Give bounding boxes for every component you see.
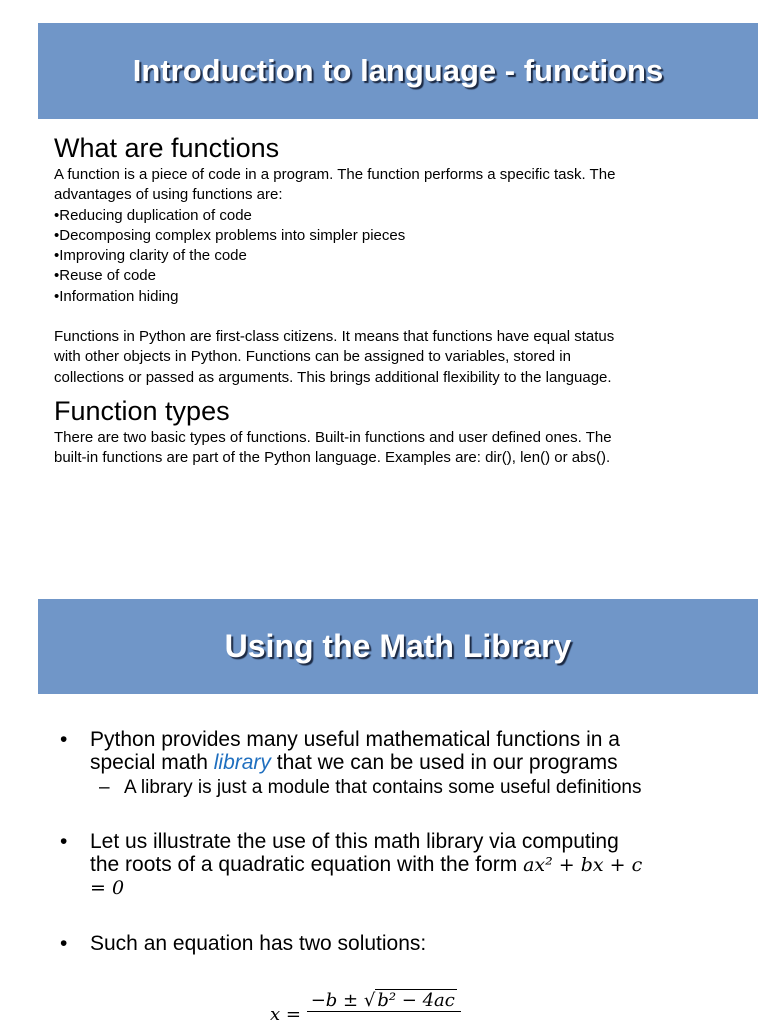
advantage-item: •Information hiding xyxy=(54,287,179,305)
formula-lhs: x = xyxy=(270,1004,301,1025)
slide1-title: Introduction to language - functions xyxy=(132,53,664,88)
bullet-two-solutions xyxy=(0,932,768,955)
slide1-content xyxy=(54,131,744,469)
text-segment: special math xyxy=(90,751,214,774)
bullet-text-line xyxy=(90,853,728,877)
library-term: library xyxy=(213,751,271,774)
slide2-content xyxy=(0,728,768,955)
advantage-item: •Reuse of code xyxy=(54,267,156,285)
bullet-text-line: Python provides many useful mathematical functions in a xyxy=(90,728,620,751)
formula-numerator-prefix: −b ± xyxy=(310,990,364,1011)
bullet-marker: • xyxy=(60,830,68,853)
bullet-text-line xyxy=(90,751,728,774)
bullet-math-functions xyxy=(0,728,768,774)
formula-radicand: b² − 4ac xyxy=(377,990,455,1011)
sub-bullet-marker: – xyxy=(99,777,110,798)
slide2-title-banner xyxy=(38,599,758,694)
advantage-item: •Reducing duplication of code xyxy=(54,206,252,224)
formula-numerator: −b ± √ b² − 4ac xyxy=(307,990,461,1012)
text-segment: that we can be used in our programs xyxy=(270,751,618,774)
first-class-paragraph-line: with other objects in Python. Functions can be assigned to variables, stored in xyxy=(54,348,571,366)
bullet-text-line: Let us illustrate the use of this math library via computing xyxy=(90,830,619,853)
bullet-quadratic xyxy=(0,830,768,900)
function-types-line: built-in functions are part of the Python language. Examples are: dir(), len() or abs(). xyxy=(54,449,611,467)
formula-fraction xyxy=(307,990,461,1012)
text-segment: the roots of a quadratic equation with the form xyxy=(90,853,524,876)
bullet-marker: • xyxy=(60,932,68,955)
equals-zero: = 0 xyxy=(90,877,125,899)
advantage-item: •Decomposing complex problems into simpler pieces xyxy=(54,226,406,244)
bullet-marker: • xyxy=(60,728,68,751)
bullet-text-line: Such an equation has two solutions: xyxy=(90,932,427,955)
section-heading-function-types: Function types xyxy=(54,395,230,426)
function-types-line: There are two basic types of functions. Built-in functions and user defined ones. The xyxy=(54,428,612,446)
quadratic-formula xyxy=(270,990,461,1025)
spacer xyxy=(54,307,744,327)
slide2-title: Using the Math Library xyxy=(224,628,572,664)
slide1-title-banner xyxy=(38,23,758,119)
intro-line-2: advantages of using functions are: xyxy=(54,186,283,204)
sub-bullet-library-definition xyxy=(0,776,768,800)
sub-bullet-text: A library is just a module that contains some useful definitions xyxy=(124,777,642,798)
first-class-paragraph-line: collections or passed as arguments. This brings additional flexibility to the language. xyxy=(54,368,612,386)
section-heading-what-are-functions: What are functions xyxy=(54,133,280,163)
first-class-paragraph-line: Functions in Python are first-class citizens. It means that functions have equal status xyxy=(54,328,615,346)
intro-line-1: A function is a piece of code in a program. The function performs a specific task. The xyxy=(54,166,616,183)
advantage-item: •Improving clarity of the code xyxy=(54,247,247,265)
quadratic-expression: ax² + bx + c xyxy=(523,854,643,876)
